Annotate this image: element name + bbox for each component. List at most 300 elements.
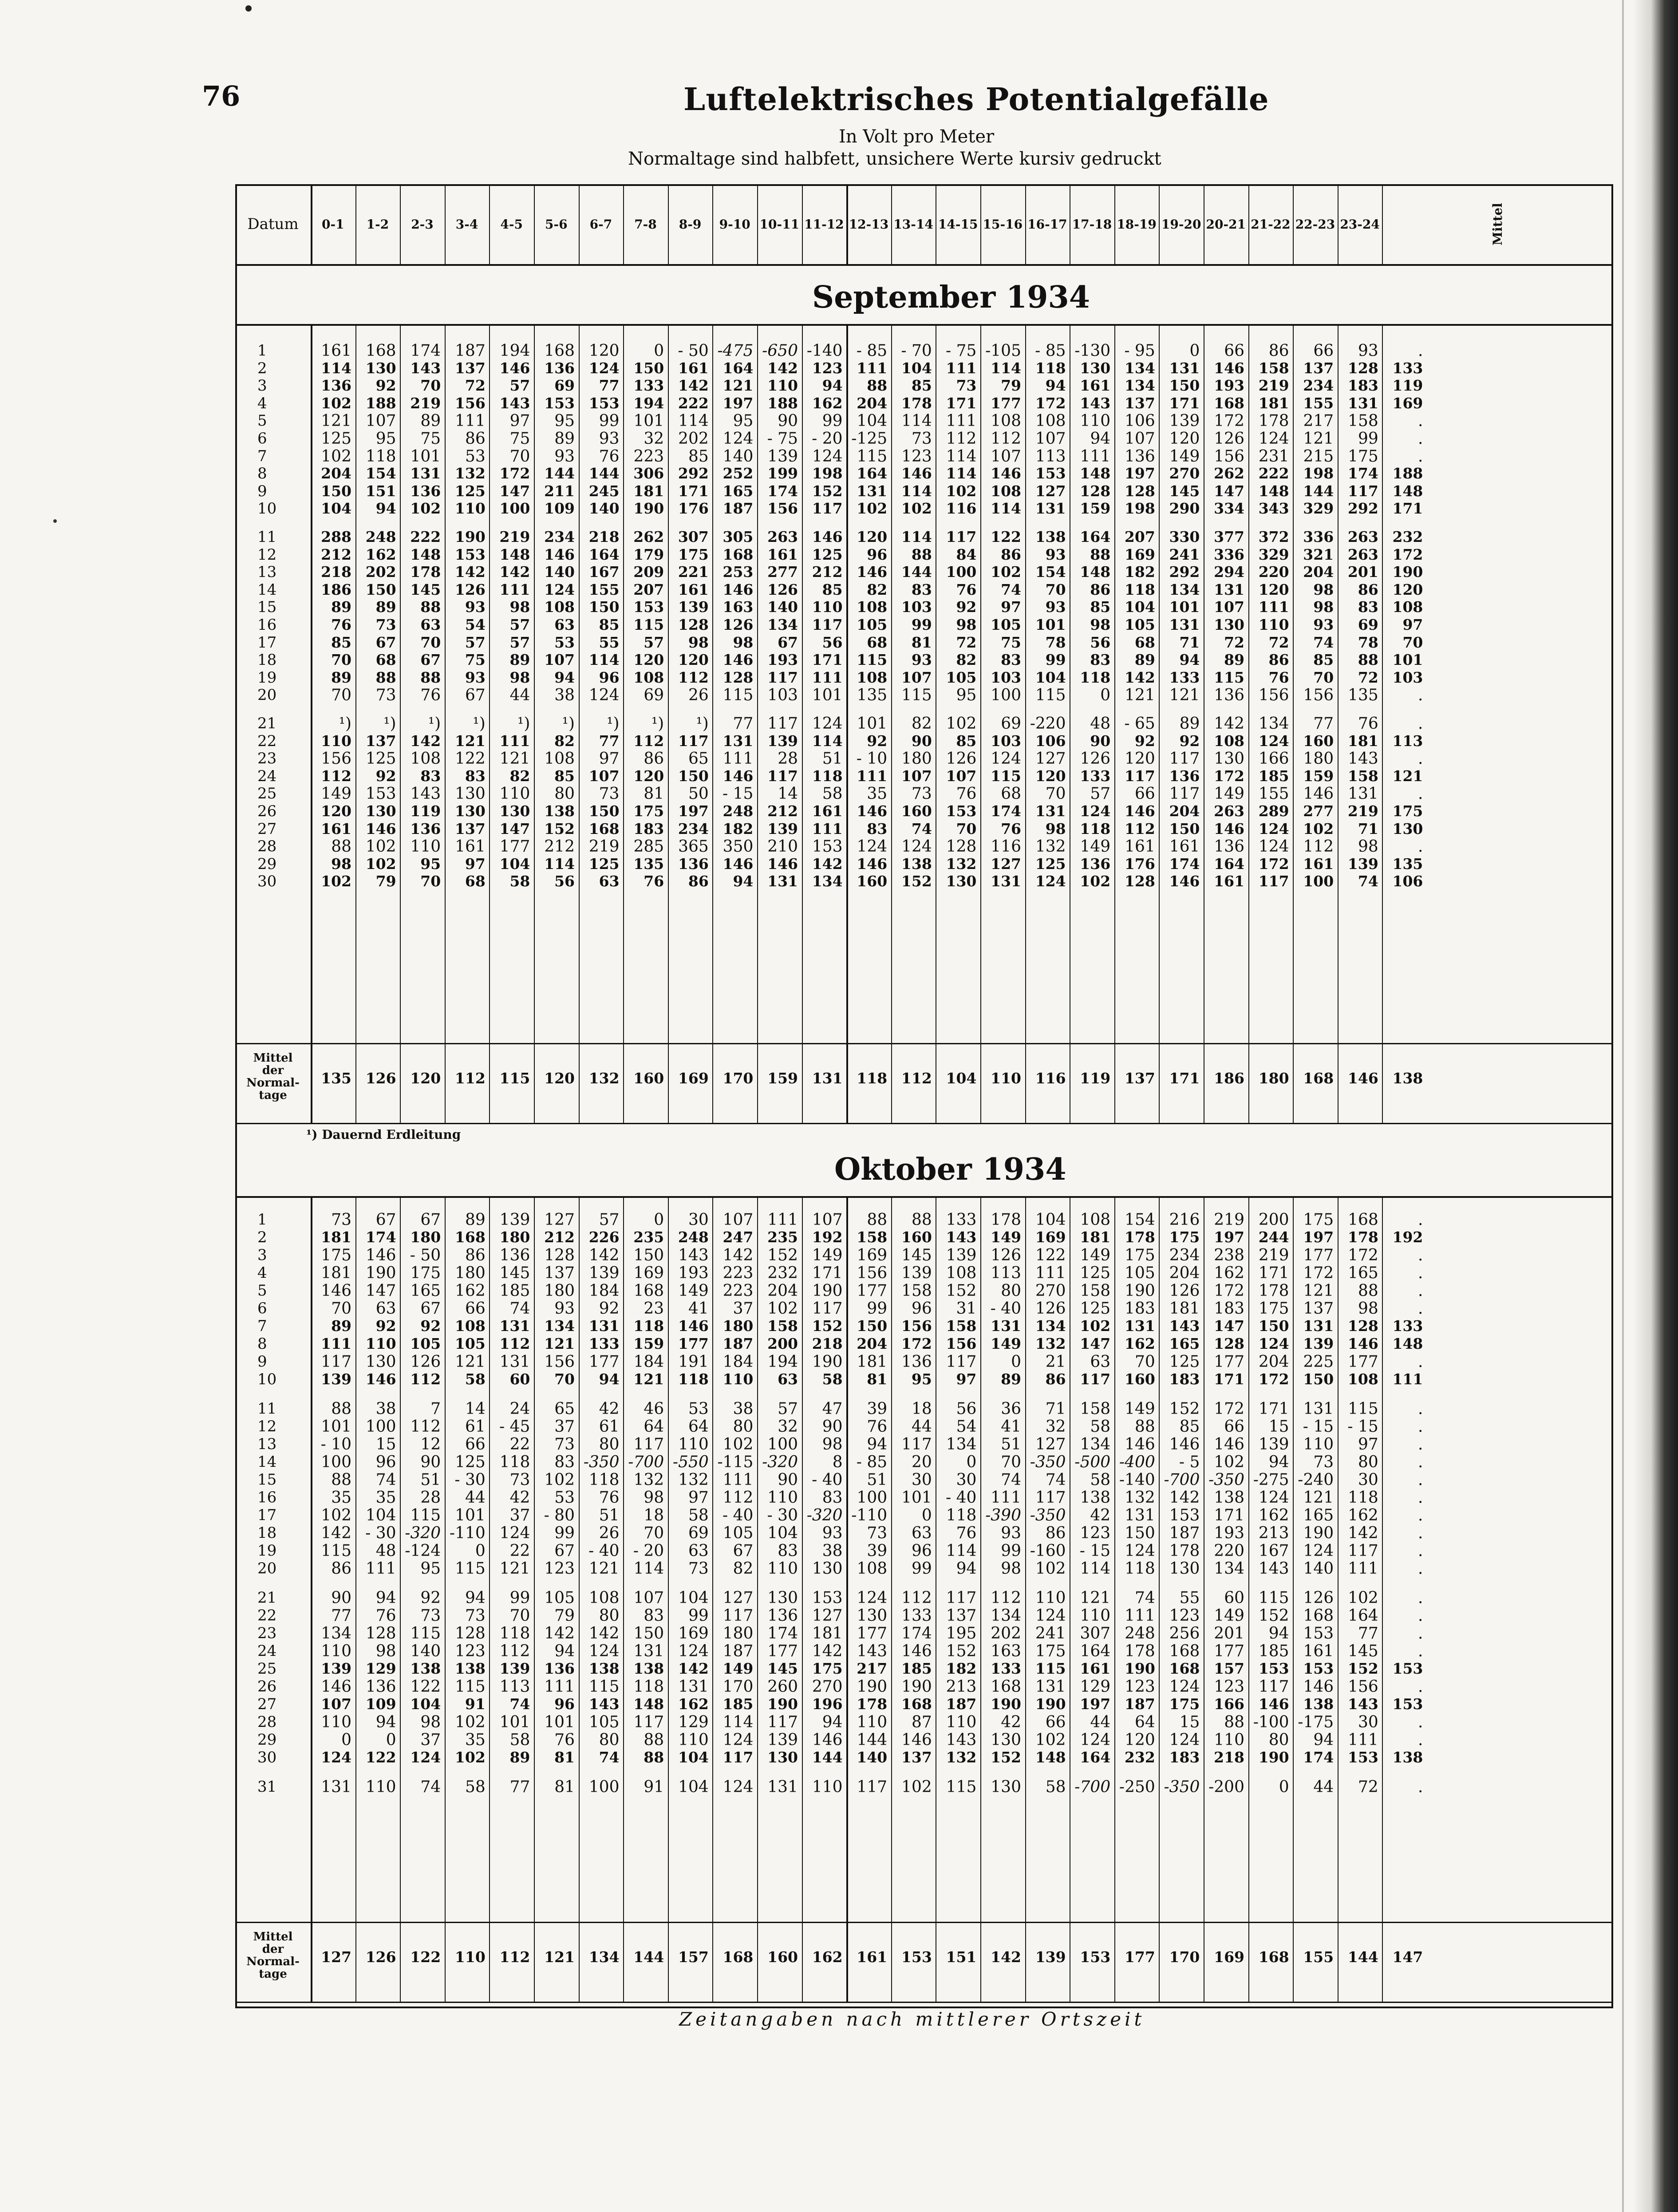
day-label: 1: [257, 1211, 267, 1228]
table-cell: 169: [678, 1624, 709, 1643]
table-cell: -160: [1030, 1542, 1066, 1560]
table-cell: 69: [1358, 616, 1378, 633]
table-cell: 18: [644, 1506, 664, 1525]
table-cell: 146: [901, 1731, 932, 1749]
table-cell: 131: [410, 465, 441, 482]
table-cell: 219: [1214, 1211, 1244, 1229]
table-cell: 131: [1169, 616, 1200, 633]
table-cell: 98: [733, 633, 754, 651]
table-cell: 219: [1258, 377, 1289, 395]
table-cell: -320: [405, 1524, 441, 1542]
table-cell: 69: [688, 1524, 709, 1542]
table-cell: 187: [1124, 1695, 1155, 1713]
table-cell: 112: [946, 430, 977, 448]
table-cell: 54: [956, 1418, 977, 1436]
table-cell: 0: [654, 342, 664, 360]
table-cell: 168: [1348, 1211, 1378, 1229]
table-cell: 88: [867, 377, 888, 395]
table-cell: 252: [723, 465, 754, 482]
table-cell: 73: [465, 1607, 486, 1625]
table-cell: 150: [1125, 1524, 1155, 1542]
table-cell: 41: [688, 1300, 709, 1318]
table-cell: 175: [321, 1246, 351, 1264]
table-cell: 218: [321, 563, 351, 581]
table-cell: 126: [1035, 1300, 1066, 1318]
table-cell: 145: [901, 1246, 932, 1264]
table-cell: 143: [1169, 1317, 1200, 1335]
table-cell: 139: [678, 598, 709, 616]
day-label: 22: [257, 1607, 277, 1624]
table-cell: 197: [723, 394, 754, 412]
table-cell: 124: [723, 1731, 754, 1749]
table-cell: 146: [499, 359, 530, 377]
table-cell: 120: [1392, 581, 1423, 598]
table-cell: 196: [812, 1695, 843, 1713]
table-cell: 80: [733, 1418, 754, 1436]
table-cell: 174: [767, 482, 798, 500]
table-cell: 157: [1214, 1660, 1244, 1677]
table-cell: 153: [812, 837, 843, 856]
table-cell: 241: [1169, 545, 1200, 563]
table-cell: 127: [1035, 750, 1066, 768]
table-cell: 73: [867, 1524, 888, 1542]
table-cell: 108: [1214, 732, 1244, 750]
table-cell: 150: [1169, 820, 1200, 837]
table-cell: 130: [991, 1778, 1021, 1796]
table-cell: 168: [588, 820, 620, 837]
table-cell: 104: [901, 359, 932, 377]
table-cell: 76: [1268, 668, 1289, 686]
table-cell: 133: [1080, 767, 1111, 785]
table-cell: -124: [405, 1542, 441, 1560]
table-cell: -700: [1164, 1471, 1200, 1489]
table-cell: 67: [420, 1300, 441, 1318]
day-label: 21: [257, 715, 277, 732]
table-cell: 130: [946, 873, 977, 890]
table-cell: 121: [321, 412, 351, 431]
header-hour: 16-17: [1027, 217, 1067, 232]
table-cell: 102: [1035, 1731, 1066, 1749]
table-cell: 55: [1179, 1589, 1200, 1607]
table-cell: 175: [812, 1660, 843, 1677]
table-cell: 168: [633, 1282, 664, 1300]
table-cell: - 40: [722, 1506, 754, 1525]
table-cell: 175: [1392, 802, 1423, 820]
table-cell: 181: [812, 1624, 843, 1643]
mittel-cell: 180: [1258, 1070, 1289, 1087]
table-cell: 147: [1080, 1335, 1111, 1352]
table-cell: 137: [1303, 1300, 1334, 1318]
table-cell: 77: [1358, 1624, 1378, 1643]
table-cell: 124: [901, 837, 932, 856]
table-cell: 102: [901, 1778, 932, 1796]
table-cell: 44: [465, 1489, 486, 1507]
table-cell: 136: [410, 820, 441, 837]
table-cell: 262: [1214, 465, 1244, 482]
table-cell: -250: [1119, 1778, 1155, 1796]
table-cell: 253: [723, 563, 754, 581]
table-cell: 174: [1169, 855, 1200, 873]
table-cell: 132: [1125, 1489, 1155, 1507]
table-cell: 77: [331, 1607, 351, 1625]
column-rule: [489, 184, 490, 264]
table-cell: 148: [1392, 482, 1423, 500]
table-cell: 70: [420, 873, 441, 890]
table-cell: 182: [1124, 563, 1155, 581]
page-title: Luftelektrisches Potentialgefälle: [683, 81, 1269, 118]
table-cell: 223: [633, 447, 664, 466]
table-cell: 124: [1258, 732, 1289, 750]
table-cell: 213: [1258, 1524, 1289, 1542]
table-cell: 102: [991, 563, 1021, 581]
table-cell: 143: [946, 1731, 977, 1749]
table-cell: 153: [1303, 1660, 1334, 1677]
table-cell: 140: [410, 1642, 441, 1660]
table-cell: 126: [1169, 1282, 1200, 1300]
header-hour: 23-24: [1340, 217, 1380, 232]
table-cell: 70: [1045, 785, 1066, 803]
table-cell: 204: [1303, 563, 1334, 581]
table-cell: 111: [723, 750, 754, 768]
table-cell: 176: [678, 500, 709, 517]
table-cell: 108: [857, 1560, 888, 1578]
table-cell: 108: [588, 1589, 620, 1607]
table-cell: .: [1417, 1282, 1423, 1300]
table-cell: 14: [778, 785, 798, 803]
table-cell: -130: [1074, 342, 1111, 360]
table-cell: 131: [1214, 581, 1244, 598]
table-cell: 96: [554, 1695, 575, 1713]
table-cell: 126: [1080, 750, 1111, 768]
table-cell: 73: [375, 616, 396, 633]
table-cell: 42: [1001, 1713, 1021, 1731]
table-cell: .: [1417, 1506, 1423, 1525]
table-cell: 80: [554, 785, 575, 803]
table-cell: 134: [991, 1607, 1021, 1625]
table-cell: 124: [1125, 1542, 1155, 1560]
mittel-cell: 153: [1080, 1948, 1111, 1966]
table-cell: 111: [1348, 1560, 1378, 1578]
table-cell: 22: [509, 1435, 530, 1454]
day-label: 30: [257, 873, 277, 891]
table-cell: 111: [544, 1678, 575, 1696]
table-cell: 110: [1080, 1607, 1111, 1625]
table-cell: 108: [633, 668, 664, 686]
table-cell: 121: [633, 1371, 664, 1388]
table-cell: 232: [767, 1264, 798, 1282]
table-cell: 96: [867, 545, 888, 563]
table-cell: 292: [678, 465, 709, 482]
day-label: 20: [257, 686, 277, 704]
table-cell: 123: [812, 359, 843, 377]
table-cell: 181: [321, 1264, 351, 1282]
header-hour: 22-23: [1295, 217, 1335, 232]
table-cell: 263: [1347, 545, 1378, 563]
table-cell: 112: [901, 1589, 932, 1607]
table-cell: 100: [767, 1435, 798, 1454]
table-cell: 150: [678, 767, 709, 785]
mittel-cell: 169: [1214, 1948, 1244, 1966]
table-cell: 0: [1189, 342, 1200, 360]
column-rule: [1293, 184, 1294, 264]
table-cell: 148: [499, 545, 530, 563]
table-cell: 143: [1348, 750, 1378, 768]
table-cell: 156: [1348, 1678, 1378, 1696]
table-cell: 82: [911, 715, 932, 733]
table-cell: -110: [851, 1506, 888, 1525]
table-cell: 110: [499, 785, 530, 803]
table-cell: 220: [1214, 1542, 1244, 1560]
table-cell: 150: [1303, 1371, 1334, 1388]
table-cell: 67: [375, 633, 396, 651]
table-cell: 137: [901, 1749, 932, 1766]
table-cell: 185: [1258, 767, 1289, 785]
table-cell: .: [1417, 686, 1423, 705]
table-cell: 136: [1080, 855, 1111, 873]
table-cell: 133: [588, 1335, 620, 1352]
table-cell: 108: [454, 1317, 486, 1335]
table-cell: 70: [554, 1371, 575, 1388]
table-cell: 263: [767, 528, 798, 545]
table-cell: 94: [822, 377, 843, 395]
table-cell: 178: [1124, 1228, 1155, 1246]
table-cell: 171: [678, 482, 709, 500]
table-cell: 121: [1303, 430, 1334, 448]
table-cell: 128: [1080, 482, 1111, 500]
table-cell: 171: [1258, 1264, 1289, 1282]
table-cell: 127: [544, 1211, 575, 1229]
day-label: 12: [257, 545, 277, 564]
table-cell: 270: [1169, 465, 1200, 482]
table-cell: 235: [767, 1228, 798, 1246]
table-cell: 147: [499, 820, 530, 837]
table-cell: 104: [1035, 1211, 1066, 1229]
header-hour: 9-10: [719, 217, 750, 232]
table-cell: 61: [599, 1418, 620, 1436]
mittel-cell: 144: [1347, 1948, 1378, 1966]
table-cell: 202: [365, 563, 396, 581]
table-cell: 159: [633, 1335, 664, 1352]
header-hour: 17-18: [1072, 217, 1112, 232]
table-cell: 102: [321, 447, 351, 466]
mittel-cell: 122: [410, 1948, 441, 1966]
table-cell: 122: [410, 1678, 441, 1696]
table-cell: 149: [321, 785, 351, 803]
table-cell: 107: [1035, 430, 1066, 448]
header-hour: 8-9: [679, 217, 702, 232]
table-cell: 114: [946, 447, 977, 466]
mittel-cell: 186: [1214, 1070, 1244, 1087]
table-cell: 126: [723, 616, 754, 633]
mittel-cell: 139: [1035, 1948, 1066, 1966]
table-cell: 115: [1035, 1660, 1066, 1677]
table-cell: 277: [767, 563, 798, 581]
table-cell: 115: [723, 686, 754, 705]
table-cell: 121: [1080, 1589, 1111, 1607]
table-cell: 94: [1045, 377, 1066, 395]
table-cell: 122: [455, 750, 486, 768]
table-cell: 76: [420, 686, 441, 705]
table-cell: 89: [1179, 715, 1200, 733]
table-cell: 48: [375, 1542, 396, 1560]
table-cell: 146: [365, 1246, 396, 1264]
day-label: 29: [257, 855, 277, 873]
table-cell: 57: [778, 1400, 798, 1418]
table-cell: ¹): [696, 715, 709, 733]
table-cell: 152: [1258, 1607, 1289, 1625]
table-cell: 100: [365, 1418, 396, 1436]
table-cell: 113: [1035, 447, 1066, 466]
table-cell: 131: [499, 1317, 530, 1335]
table-cell: 136: [544, 1660, 575, 1677]
table-cell: -240: [1298, 1471, 1334, 1489]
table-cell: 94: [554, 668, 575, 686]
table-cell: 135: [1348, 686, 1378, 705]
table-cell: 93: [554, 1300, 575, 1318]
table-cell: 140: [723, 447, 754, 466]
table-cell: - 10: [320, 1435, 351, 1454]
table-cell: 144: [1303, 482, 1334, 500]
table-cell: 120: [1125, 1731, 1155, 1749]
table-cell: 156: [1214, 447, 1244, 466]
table-cell: 102: [1080, 1317, 1111, 1335]
table-cell: 172: [1348, 1246, 1378, 1264]
table-cell: 162: [1258, 1506, 1289, 1525]
table-cell: - 75: [767, 430, 798, 448]
mittel-cell: 120: [410, 1070, 441, 1087]
table-cell: 106: [1035, 732, 1066, 750]
table-cell: 75: [509, 430, 530, 448]
table-cell: 162: [812, 394, 843, 412]
table-cell: 232: [1392, 528, 1423, 545]
table-cell: 112: [1124, 820, 1155, 837]
table-cell: 124: [857, 837, 888, 856]
table-cell: 107: [544, 651, 575, 669]
table-cell: 86: [1090, 581, 1111, 598]
table-cell: 66: [465, 1300, 486, 1318]
table-cell: 132: [633, 1471, 664, 1489]
table-cell: 89: [1134, 651, 1155, 669]
table-cell: 69: [1001, 715, 1021, 733]
table-cell: 70: [331, 651, 351, 669]
table-cell: 123: [544, 1560, 575, 1578]
table-cell: 145: [1348, 1642, 1378, 1660]
table-cell: 146: [857, 855, 888, 873]
table-cell: 204: [1258, 1353, 1289, 1371]
table-cell: 146: [1303, 1678, 1334, 1696]
table-cell: 124: [1035, 1607, 1066, 1625]
day-label: 19: [257, 1542, 277, 1560]
table-cell: 35: [331, 1489, 351, 1507]
table-cell: 193: [678, 1264, 709, 1282]
table-cell: 95: [420, 1560, 441, 1578]
table-cell: 256: [1169, 1624, 1200, 1643]
mittel-cell: 112: [499, 1948, 530, 1966]
column-rule: [846, 184, 848, 264]
table-cell: 111: [946, 412, 977, 431]
table-cell: 321: [1303, 545, 1334, 563]
table-cell: 102: [321, 873, 351, 890]
table-cell: 56: [1090, 633, 1111, 651]
header-hour: 2-3: [411, 217, 434, 232]
table-cell: 185: [723, 1695, 754, 1713]
table-cell: 169: [633, 1264, 664, 1282]
table-cell: 125: [321, 430, 351, 448]
table-cell: 172: [1258, 855, 1289, 873]
table-cell: 61: [465, 1418, 486, 1436]
table-cell: 104: [499, 855, 530, 873]
table-cell: 70: [644, 1524, 664, 1542]
table-cell: 263: [1214, 802, 1244, 820]
table-cell: 80: [1268, 1731, 1289, 1749]
table-cell: 140: [1303, 1560, 1334, 1578]
day-label: 2: [257, 1228, 267, 1246]
table-cell: 73: [509, 1471, 530, 1489]
table-cell: 112: [321, 767, 351, 785]
table-cell: 174: [1303, 1749, 1334, 1766]
table-cell: -475: [717, 342, 754, 360]
table-cell: 102: [321, 1506, 351, 1525]
table-cell: 115: [455, 1560, 486, 1578]
table-cell: 121: [454, 732, 486, 750]
table-cell: 57: [509, 633, 530, 651]
table-cell: 132: [1035, 1335, 1066, 1352]
month-title: Oktober 1934: [834, 1152, 1066, 1187]
table-cell: 162: [365, 545, 396, 563]
table-cell: -390: [985, 1506, 1021, 1525]
table-cell: 108: [857, 668, 888, 686]
table-cell: 216: [1169, 1211, 1200, 1229]
table-cell: .: [1417, 1542, 1423, 1560]
table-cell: 93: [465, 598, 486, 616]
table-cell: 181: [321, 1228, 351, 1246]
table-cell: 168: [1169, 1660, 1200, 1677]
table-cell: 248: [723, 802, 754, 820]
table-cell: 168: [1303, 1607, 1334, 1625]
table-cell: 102: [410, 500, 441, 517]
table-cell: 162: [1124, 1335, 1155, 1352]
table-cell: 178: [1125, 1642, 1155, 1660]
day-label: 4: [257, 394, 267, 412]
table-cell: 76: [1001, 820, 1021, 837]
table-cell: 89: [331, 1317, 351, 1335]
table-cell: 115: [857, 651, 888, 669]
page-number: 76: [202, 80, 241, 112]
table-cell: 101: [410, 447, 441, 466]
table-cell: 92: [867, 732, 888, 750]
table-cell: 136: [410, 482, 441, 500]
table-cell: 101: [321, 1418, 351, 1436]
table-cell: 131: [1347, 394, 1378, 412]
table-cell: 100: [588, 1778, 620, 1796]
table-cell: .: [1417, 430, 1423, 448]
table-cell: .: [1417, 785, 1423, 803]
table-cell: 93: [1313, 616, 1334, 633]
table-cell: 76: [375, 1607, 396, 1625]
table-cell: 76: [331, 616, 351, 633]
table-cell: 174: [767, 1624, 798, 1643]
table-cell: 70: [331, 1300, 351, 1318]
table-cell: 187: [455, 342, 486, 360]
table-cell: 185: [499, 1282, 530, 1300]
table-cell: 152: [812, 482, 843, 500]
table-cell: 152: [991, 1749, 1021, 1766]
table-cell: 97: [1402, 616, 1423, 633]
table-cell: 124: [1258, 430, 1289, 448]
table-cell: 200: [767, 1335, 798, 1352]
table-cell: 51: [867, 1471, 888, 1489]
table-cell: 168: [723, 545, 754, 563]
